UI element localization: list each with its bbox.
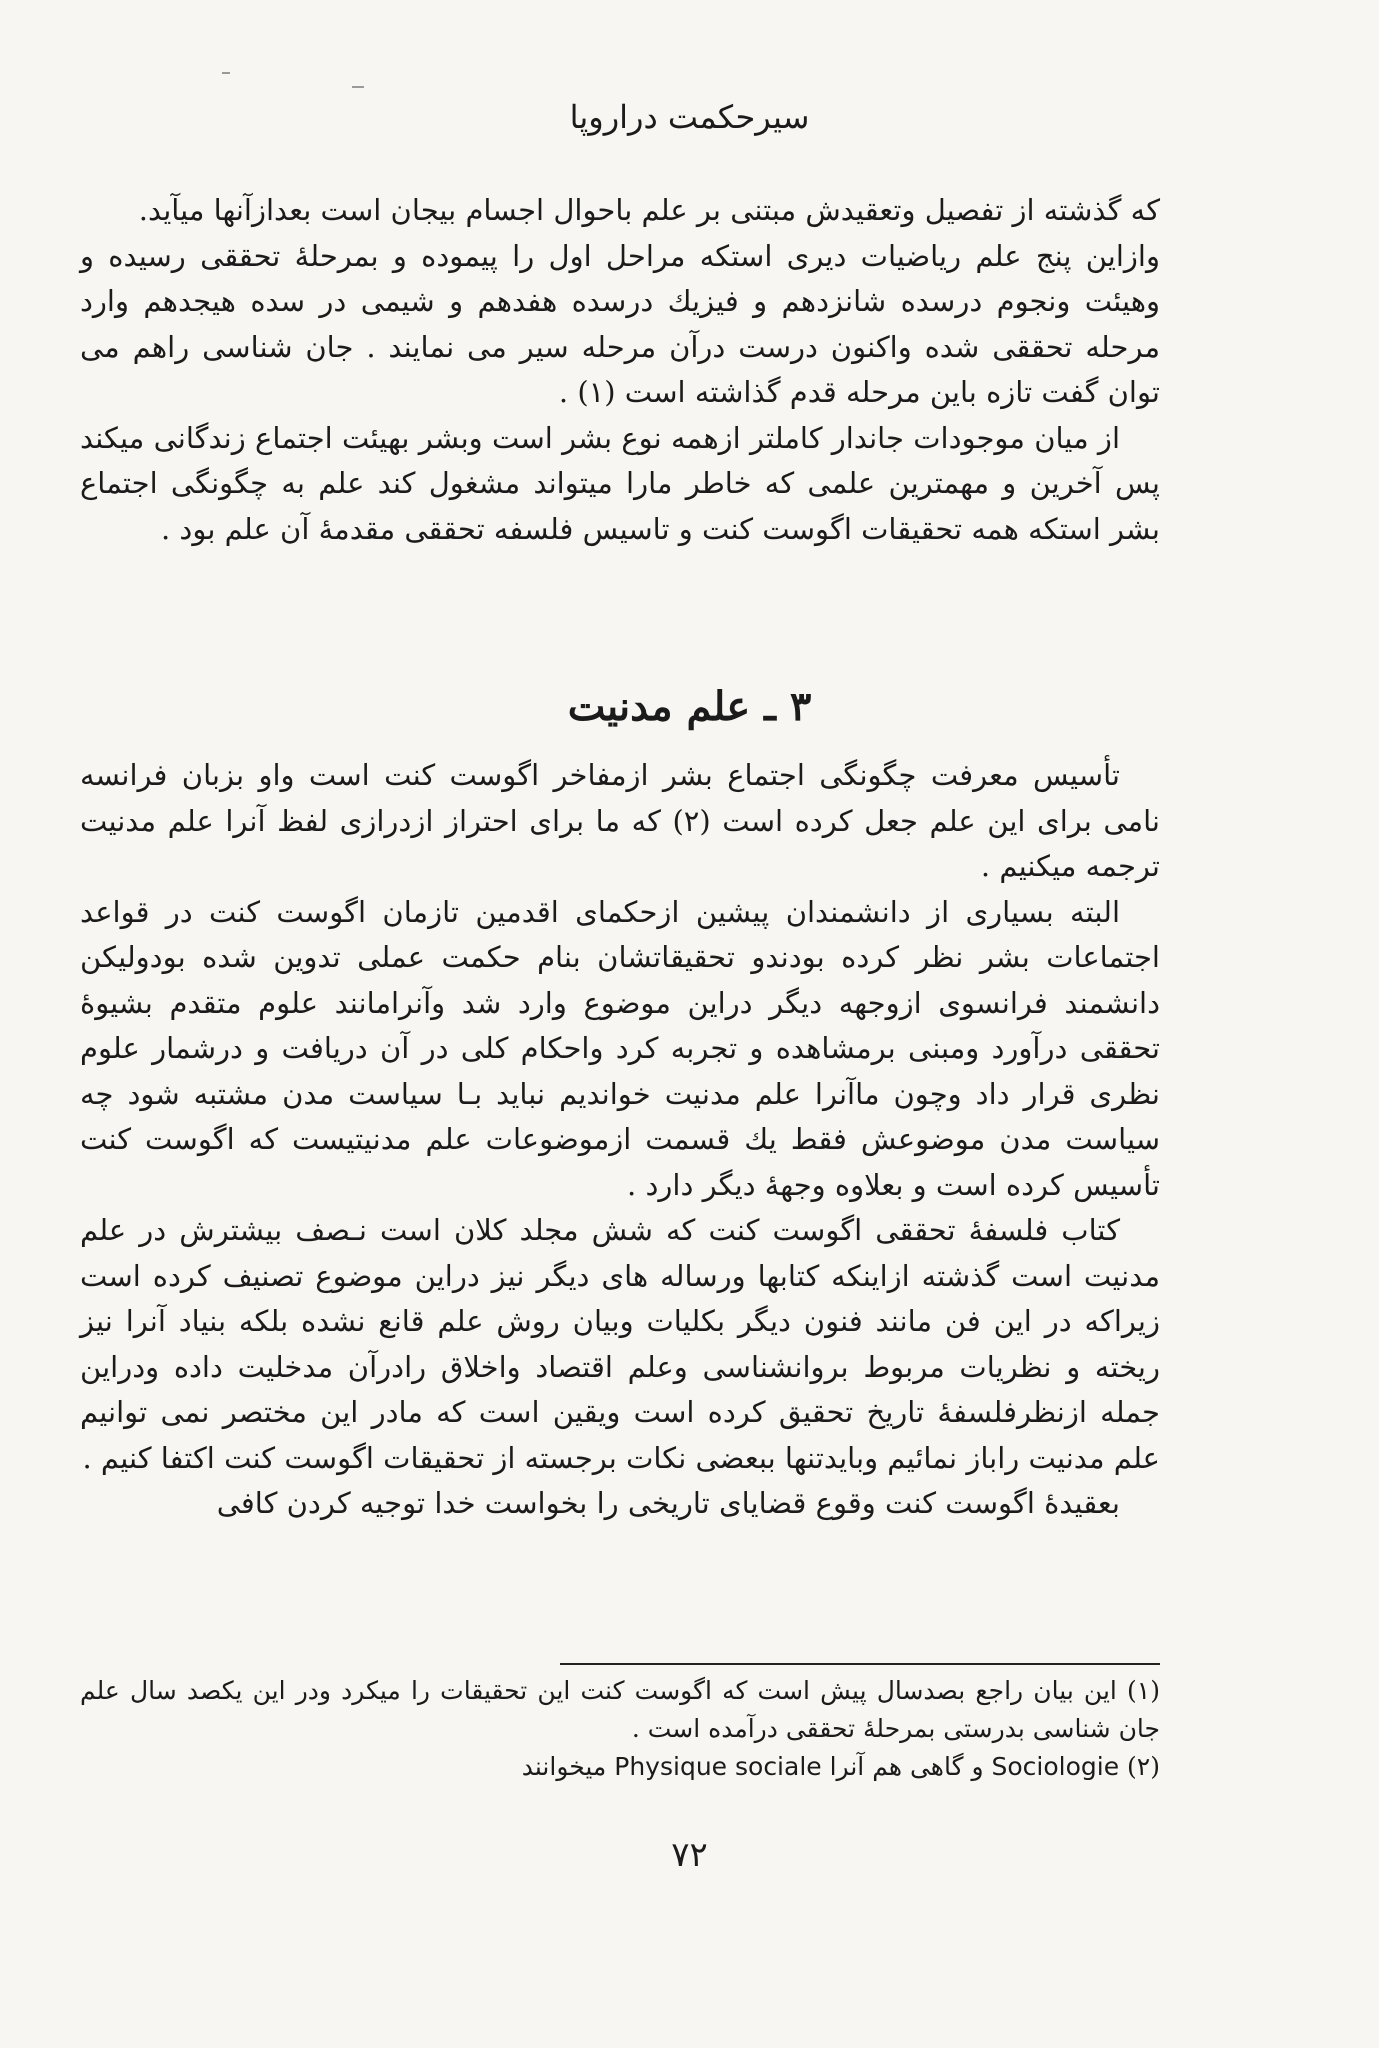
paragraph: بعقیدهٔ اگوست کنت وقوع قضایای تاریخی را بخواست خدا توجیه کردن کافی: [216, 1486, 1120, 1520]
running-head: سیرحکمت دراروپا: [569, 98, 810, 136]
paragraph: البته بسیاری از دانشمندان پیشین ازحکمای اقدمین تازمان اگوست کنت در قواعد اجتماعات بشر نظر کرده بودندو تحقیقاتشان بنام حکمت عملی تدوین شده بودولیکن دانشمند فرانسوی ازوجهه دیگر دراین موضوع وارد شد وآنرامانند علوم متقدم بشیوهٔ تحققی درآورد ومبنی برمشاهده و تجربه کرد واحکام کلی در آن دریافت و درشمار علوم نظری قرار داد وچون ماآنرا علم مدنیت خواندیم نباید بـا سیاست مدن مشتبه شود چه سیاست مدن موضوعش فقط يك قسمت ازموضوعات علم مدنیتیست که اگوست کنت تأسیس کرده است و بعلاوه وجههٔ دیگر دارد .: [80, 894, 1160, 1202]
paragraph: وازاین پنج علم ریاضیات دیری استکه مراحل اول را پیموده و بمرحلهٔ تحققی رسیده و وهیئت ونجوم درسده شانزدهم و فیزیك درسده هفدهم و شیمی در سده هیجدهم وارد مرحله تحققی شده واکنون درست درآن مرحله سیر می نمایند . جان شناسی راهم می توان گفت تازه باین مرحله قدم گذاشته است (۱) .: [80, 238, 1160, 409]
page-number: ۷۲: [671, 1835, 708, 1875]
footnote-2: [80, 1748, 1160, 1786]
footnote-2-term-physique: Physique sociale: [614, 1752, 822, 1781]
scan-speck: [222, 72, 230, 74]
footnote-1: (۱) این بیان راجع بصدسال پیش است که اگوست کنت این تحقیقات را میکرد ودر این یکصد سال علم جان شناسی بدرستی بمرحلهٔ تحققی درآمده است .: [80, 1676, 1160, 1743]
scan-speck: [352, 86, 364, 88]
footnote-divider: [560, 1663, 1160, 1665]
footnotes: [80, 1672, 1160, 1786]
paragraph: تأسیس معرفت چگونگی اجتماع بشر ازمفاخر اگوست کنت است واو بزبان فرانسه نامی برای این علم جعل کرده است (۲) که ما برای احتراز ازدرازی لفظ آنرا علم مدنیت ترجمه میکنیم .: [80, 758, 1160, 883]
body-text-upper: [80, 188, 1160, 552]
paragraph: از میان موجودات جاندار کاملتر ازهمه نوع بشر است وبشر بهیئت اجتماع زندگانی میکند پس آخرین و مهمترین علمی که خاطر مارا میتواند مشغول کند علم به چگونگی اجتماع بشر استکه همه تحقیقات اگوست کنت و تاسیس فلسفه تحققی مقدمهٔ آن علم بود .: [80, 420, 1160, 546]
paragraph: کتاب فلسفهٔ تحققی اگوست کنت که شش مجلد کلان است نـصف بیشترش در علم مدنیت است گذشته ازاینکه کتابها ورساله های دیگر نیز دراین موضوع تصنیف کرده است زیراکه در این فن مانند فنون دیگر بکلیات وبیان روش علم قانع نشده بلکه بنیاد آنرا نیز ریخته و نظریات مربوط بروانشناسی وعلم اقتصاد واخلاق رادرآن مدخلیت داده ودراین جمله ازنظرفلسفهٔ تاریخ تحقیق کرده است ویقین است که مادر این مختصر نمی توانیم علم مدنیت راباز نمائیم وبایدتنها ببعضی نکات برجسته از تحقیقات اگوست کنت اکتفا کنیم .: [80, 1213, 1160, 1475]
footnote-2-middle: و گاهی هم آنرا: [829, 1752, 984, 1781]
footnote-2-marker: (۲): [1127, 1752, 1160, 1781]
body-text-lower: [80, 753, 1160, 1527]
paragraph: که گذشته از تفصیل وتعقیدش مبتنی بر علم باحوال اجسام بیجان است بعدازآنها میآید.: [138, 193, 1160, 227]
section-heading: ۳ ـ علم مدنیت: [567, 683, 812, 730]
footnote-2-term-sociologie: Sociologie: [991, 1752, 1120, 1781]
footnote-2-suffix: میخوانند: [521, 1752, 607, 1781]
